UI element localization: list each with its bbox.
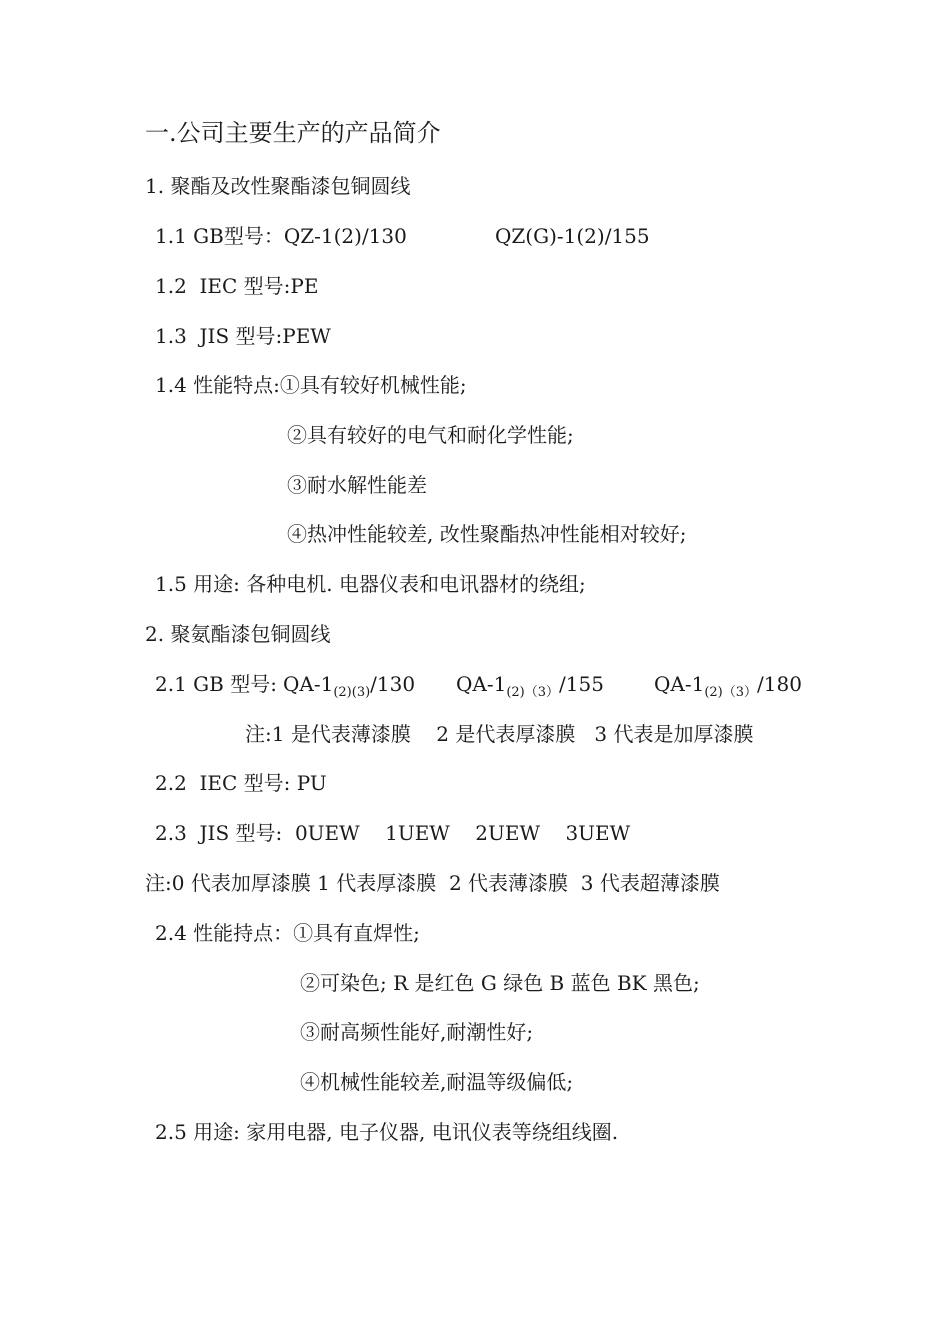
s1-gb-model: 1.1 GB型号：QZ-1(2)/130 — [155, 224, 407, 248]
s2-jis-note: 注:0 代表加厚漆膜 1 代表厚漆膜 2 代表薄漆膜 3 代表超薄漆膜 — [145, 871, 720, 895]
s1-features-label: 1.4 性能特点:①具有较好机械性能; — [155, 373, 467, 397]
s2-gb-model-130: $QA-1_{(2)(3)}/130$ — [283, 672, 416, 700]
section-1-heading: 1. 聚酯及改性聚酯漆包铜圆线 — [145, 174, 411, 198]
s2-features-label: 2.4 性能持点：①具有直焊性; — [155, 921, 420, 945]
s1-feature-2: ②具有较好的电气和耐化学性能; — [287, 423, 574, 447]
s1-gb-model-alt: QZ(G)-1(2)/155 — [495, 224, 650, 248]
s1-usage: 1.5 用途: 各种电机. 电器仪表和电讯器材的绕组; — [155, 572, 586, 596]
s1-iec-model: 1.2 IEC 型号:PE — [155, 274, 319, 298]
section-2-heading: 2. 聚氨酯漆包铜圆线 — [145, 622, 331, 646]
s2-feature-3: ③耐高频性能好,耐潮性好; — [300, 1020, 534, 1044]
s2-usage: 2.5 用途: 家用电器, 电子仪器, 电讯仪表等绕组线圈. — [155, 1120, 619, 1144]
s2-gb-model-155: $QA-1_{(2)(3)}/155$ — [456, 672, 604, 700]
s2-feature-4: ④机械性能较差,耐温等级偏低; — [300, 1070, 574, 1094]
s1-feature-4: ④热冲性能较差, 改性聚酯热冲性能相对较好; — [287, 522, 687, 546]
s2-jis-model: 2.3 JIS 型号: 0UEW 1UEW 2UEW 3UEW — [155, 821, 631, 845]
s2-gb-label: 2.1 GB 型号: — [155, 672, 284, 696]
page-title: 一.公司主要生产的产品简介 — [145, 119, 441, 147]
s2-gb-note: 注:1 是代表薄漆膜 2 是代表厚漆膜 3 代表是加厚漆膜 — [245, 722, 754, 746]
s1-jis-model: 1.3 JIS 型号:PEW — [155, 324, 331, 348]
s2-feature-2: ②可染色; R 是红色 G 绿色 B 蓝色 BK 黑色; — [300, 971, 700, 995]
s2-gb-model-180: $QA-1_{(2)(3)}/180$ — [654, 672, 802, 700]
s1-feature-3: ③耐水解性能差 — [287, 473, 427, 497]
s2-iec-model: 2.2 IEC 型号: PU — [155, 771, 327, 795]
